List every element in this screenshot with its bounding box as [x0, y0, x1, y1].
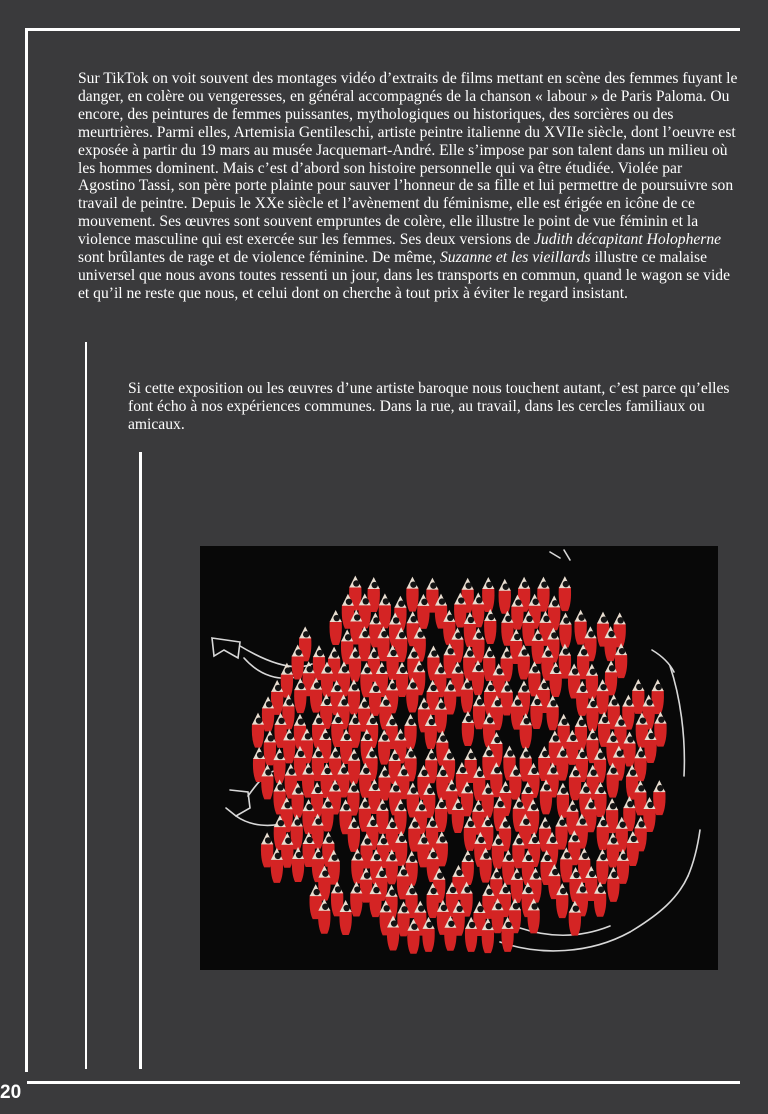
main-paragraph-text-1: Sur TikTok on voit souvent des montages vidéo d’extraits de films mettant en scène des femmes fuyant le danger, en colère ou vengeresses, en général accompagnés de la chanson « labour » de Paris Paloma. Ou encore, des peintures de femmes puissantes, mythologiques ou historiques, des sorcières ou des meurtrières. Parmi elles, Artemisia Gentileschi, artiste peintre italienne du XVIIe siècle, dont l’oeuvre est exposée à partir du 19 mars au musée Jacquemart-André. Elle s’impose par son talent dans un milieu où les hommes dominent. Mais c’est d’abord son histoire personnelle qui va être étudiée. Violée par Agostino Tassi, son père porte plainte pour sauver l’honneur de sa fille et lui permettre de poursuivre son travail de peintre. Depuis le XXe siècle et l’avènement du féminisme, elle est érigée en icône de ce mouvement. Ses œuvres sont souvent empruntes de colère, elle illustre le point de vue féminin et la violence masculine qui est exercée sur les femmes. Ses deux versions de [78, 70, 738, 249]
bottom-rule [27, 1081, 740, 1084]
main-paragraph [78, 70, 742, 303]
artwork-image [200, 546, 718, 970]
quote-margin-line [85, 342, 87, 1069]
page-number: 20 [0, 1082, 22, 1103]
artwork-title-suzanne: Suzanne et les vieillards [439, 249, 591, 267]
main-paragraph-text-3: illustre ce malaise universel que nous avons toutes ressenti un jour, dans les transports en commun, quand le wagon se vide et qu’il ne reste que nous, et celui dont on cherche à tout prix à éviter le regard insistant. [78, 249, 731, 302]
left-margin-line [25, 28, 28, 1072]
top-rule [27, 28, 740, 31]
quote-paragraph: Si cette exposition ou les œuvres d’une artiste baroque nous touchent autant, c’est parce qu’elles font écho à nos expériences communes. Dans la rue, au travail, dans les cercles familiaux ou amicaux. [128, 380, 730, 433]
image-margin-line [139, 452, 142, 1069]
artwork-crowd-illustration [200, 546, 718, 970]
main-paragraph-text-2: sont brûlantes de rage et de violence féminine. De même, [78, 249, 440, 267]
artwork-title-judith: Judith décapitant Holopherne [533, 231, 722, 249]
